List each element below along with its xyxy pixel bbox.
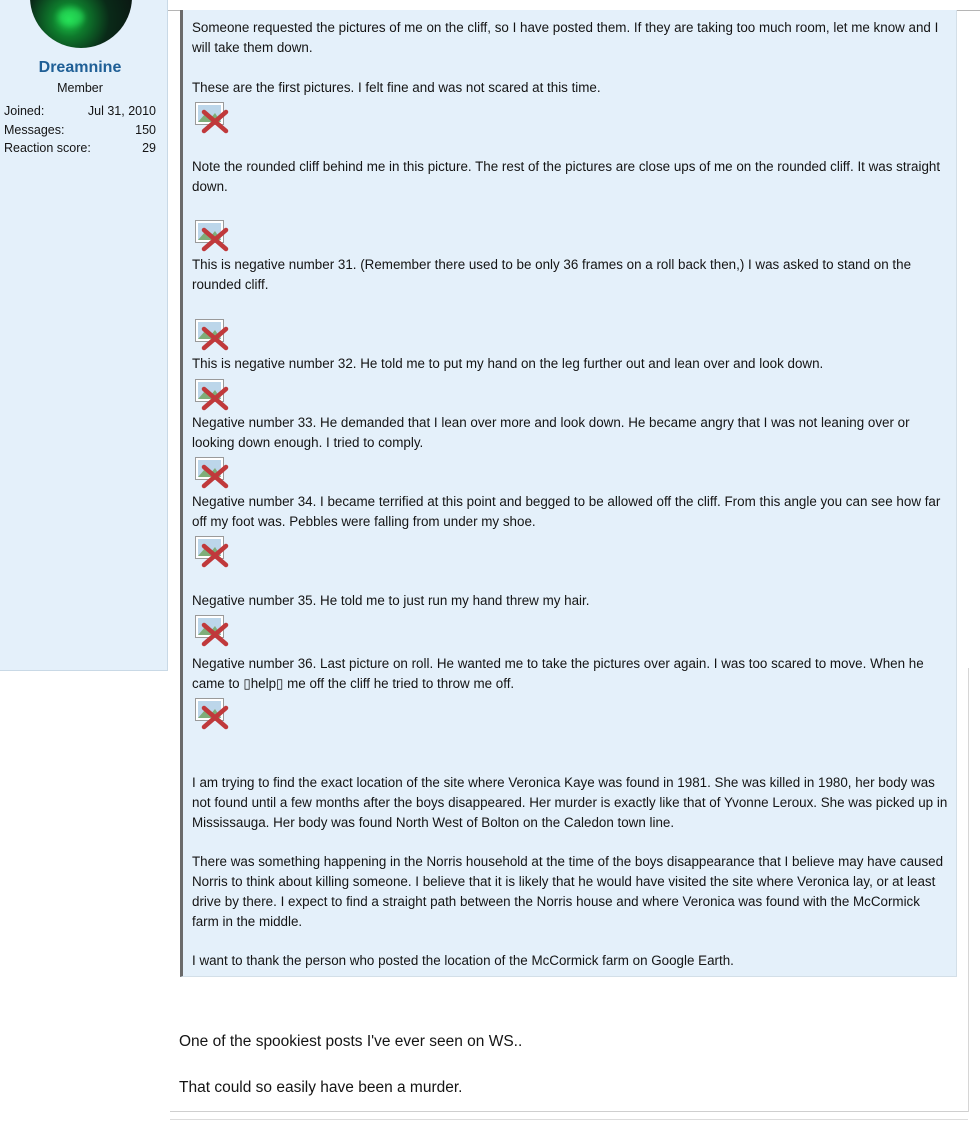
- stat-label: Joined:: [4, 104, 45, 118]
- stat-value: Jul 31, 2010: [87, 104, 156, 118]
- quote-paragraph: Negative number 34. I became terrified at this point and begged to be allowed off the cliff. From this angle you can see how far off my foot was. Pebbles were falling from under my shoe.: [192, 494, 941, 529]
- stat-joined: [4, 102, 156, 121]
- quote-block: [180, 10, 957, 977]
- broken-image-icon[interactable]: [194, 218, 230, 252]
- broken-image-icon[interactable]: [194, 534, 230, 568]
- quote-paragraph: This is negative number 32. He told me to put my hand on the leg further out and lean over and look down.: [192, 356, 824, 371]
- quote-paragraph: Negative number 35. He told me to just run my hand threw my hair.: [192, 593, 590, 608]
- user-info-panel: [0, 0, 168, 671]
- broken-image-icon[interactable]: [194, 317, 230, 351]
- quote-paragraph: There was something happening in the Norris household at the time of the boys disappearance that I believe may have caused Norris to think about killing someone. I believe that it is likely that he would have visited the site where Veronica lay, or at least drive by there. I expect to find a straight path between the Norris house and where Veronica was found with the McCormick farm in the middle.: [192, 854, 944, 929]
- username-link[interactable]: Dreamnine: [38, 59, 122, 76]
- avatar[interactable]: [30, 0, 132, 48]
- stat-value[interactable]: 150: [135, 122, 156, 137]
- post-body-line: That could so easily have been a murder.: [179, 1079, 463, 1096]
- user-title: Member: [57, 81, 103, 95]
- quote-paragraph: Negative number 36. Last picture on roll. He wanted me to take the pictures over again. I was too scared to move. When he came to ▯help▯ me off the cliff he tried to throw me off.: [192, 656, 924, 691]
- stat-label: Messages:: [4, 122, 65, 137]
- post-border: [968, 668, 969, 1112]
- post-body-line: One of the spookiest posts I've ever seen on WS..: [179, 1033, 523, 1050]
- quote-paragraph: These are the first pictures. I felt fine and was not scared at this time.: [192, 80, 601, 95]
- post-divider: [170, 1111, 968, 1112]
- quote-paragraph: This is negative number 31. (Remember there used to be only 36 frames on a roll back then,) I was asked to stand on the rounded cliff.: [192, 257, 912, 292]
- broken-image-icon[interactable]: [194, 613, 230, 647]
- broken-image-icon[interactable]: [194, 377, 230, 411]
- quote-paragraph: I want to thank the person who posted the location of the McCormick farm on Google Earth.: [192, 953, 734, 968]
- stat-label: Reaction score:: [4, 141, 91, 155]
- broken-image-icon[interactable]: [194, 696, 230, 730]
- stat-value: 29: [142, 141, 156, 155]
- quote-paragraph: Note the rounded cliff behind me in this picture. The rest of the pictures are close ups of me on the rounded cliff. It was straight down.: [192, 159, 941, 194]
- post-divider: [170, 1119, 968, 1120]
- broken-image-icon[interactable]: [194, 100, 230, 134]
- user-stats: [4, 102, 156, 158]
- quote-paragraph: I am trying to find the exact location of the site where Veronica Kaye was found in 1981. She was killed in 1980, her body was not found until a few months after the boys disappeared. Her murder is exactly like that of Yvonne Leroux. She was picked up in Mississauga. Her body was found North West of Bolton on the Caledon town line.: [192, 775, 948, 830]
- stat-messages: [4, 121, 156, 140]
- quote-paragraph: Someone requested the pictures of me on the cliff, so I have posted them. If they are taking too much room, let me know and I will take them down.: [192, 20, 939, 55]
- stat-reaction-score: [4, 139, 156, 158]
- broken-image-icon[interactable]: [194, 455, 230, 489]
- quote-paragraph: Negative number 33. He demanded that I lean over more and look down. He became angry that I was not leaning over or looking down enough. I tried to comply.: [192, 415, 910, 450]
